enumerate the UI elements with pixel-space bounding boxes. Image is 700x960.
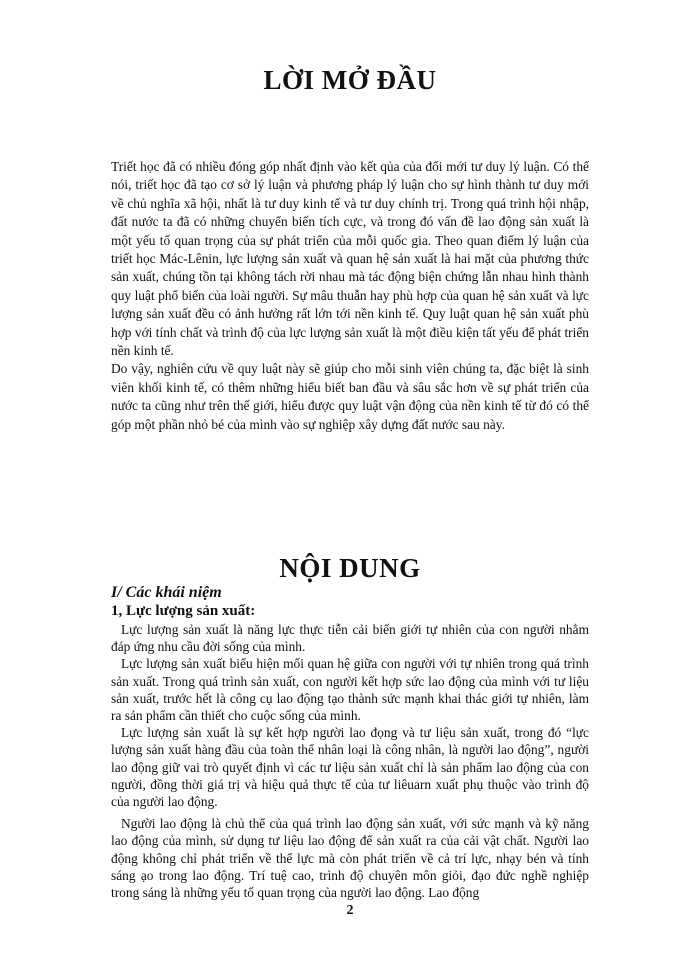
page-number: 2 [346, 903, 354, 918]
content-paragraph: Người lao động là chủ thể của quá trình lao động sản xuất, với sức mạnh và kỹ năng lao động của mình, sử dụng tư liệu lao động để sản xuất ra của cải vật chất. Người lao động không chỉ phát triển về thể lực mà còn phát triển về cả trí lực, nhạy bén và tính sáng ạo trong lao động. Trí tuệ cao, trình độ chuyên môn giỏi, đạo đức nghề nghiệp trong sáng là những yếu tố quan trọng của người lao động. Lao động [111, 816, 589, 901]
content-paragraph: Lực lượng sản xuất là năng lực thực tiễn cải biến giới tự nhiên của con người nhằm đáp ứng nhu cầu đời sống của mình. [111, 622, 589, 655]
content-paragraph: Lực lượng sản xuất biểu hiện mối quan hệ giữa con người với tự nhiên trong quá trình sản xuất. Trong quá trình sản xuất, con người kết hợp sức lao động của mình với tư liệu sản xuất, trước hết là công cụ lao động tạo thành sức mạnh khai thác giới tự nhiên, làm ra sản phẩm cần thiết cho cuộc sống của mình. [111, 656, 589, 724]
intro-paragraph: Triết học đã có nhiều đóng góp nhất định vào kết qủa của đổi mới tư duy lý luận. Có thể nói, triết học đã tạo cơ sở lý luận và phương pháp lý luận cho sự hình thành tư duy mới về chủ nghĩa xã hội, nhất là tư duy kinh tế và tư duy chính trị. Trong quá trình hội nhập, đất nước ta đã có những chuyển biến tích cực, và trong đó vấn đề lao động sản xuất là một yếu tố quan trọng của sự phát triển của mỗi quốc gia. Theo quan điểm lý luận của triết học Mác-Lênin, lực lượng sản xuất và quan hệ sản xuất là hai mặt của phương thức sản xuất, chúng tồn tại không tách rời nhau mà tác động biện chứng lẫn nhau hình thành quy luật phổ biến của loài người. Sự mâu thuẫn hay phù hợp của quan hệ sản xuất và lực lượng sản xuất đều có ảnh hưởng rất lớn tới nền kinh tế. Quy luật quan hệ sản xuất phù hợp với tính chất và trình độ của lực lượng sản xuất là một điều kiện tất yếu để phát triển nền kinh tế. [111, 159, 589, 359]
content-paragraph: Lực lượng sản xuất là sự kết hợp người lao đọng và tư liệu sản xuất, trong đó “lực lượng sản xuất hàng đầu của toàn thể nhân loại là công nhân, là người lao động”, người lao động giữ vai trò quyết định vì các tư liệu sản xuất chỉ là sản phẩm lao động của con người, đồng thời giá trị và hiệu quả thực tế của tư liêuarn xuất phụ thuộc vào trình độ của người lao động. [111, 725, 589, 810]
section-heading: I/ Các khái niệm [111, 584, 222, 601]
content-title: NỘI DUNG [279, 553, 421, 583]
intro-title: LỜI MỞ ĐẦU [263, 65, 437, 95]
intro-paragraph: Do vậy, nghiên cứu về quy luật này sẽ giúp cho mỗi sinh viên chúng ta, đặc biệt là sinh viên khối kinh tế, có thêm những hiểu biết ban đầu và sâu sắc hơn về sự phát triển của nước ta cũng như trên thế giới, hiểu được quy luật vận động của nền kinh tế từ đó có thể góp một phần nhỏ bé của mình vào sự nghiệp xây dựng đất nước sau này. [111, 361, 589, 432]
content-body [111, 583, 589, 901]
intro-body [111, 158, 589, 434]
subsection-heading: 1, Lực lượng sản xuất: [111, 603, 256, 619]
